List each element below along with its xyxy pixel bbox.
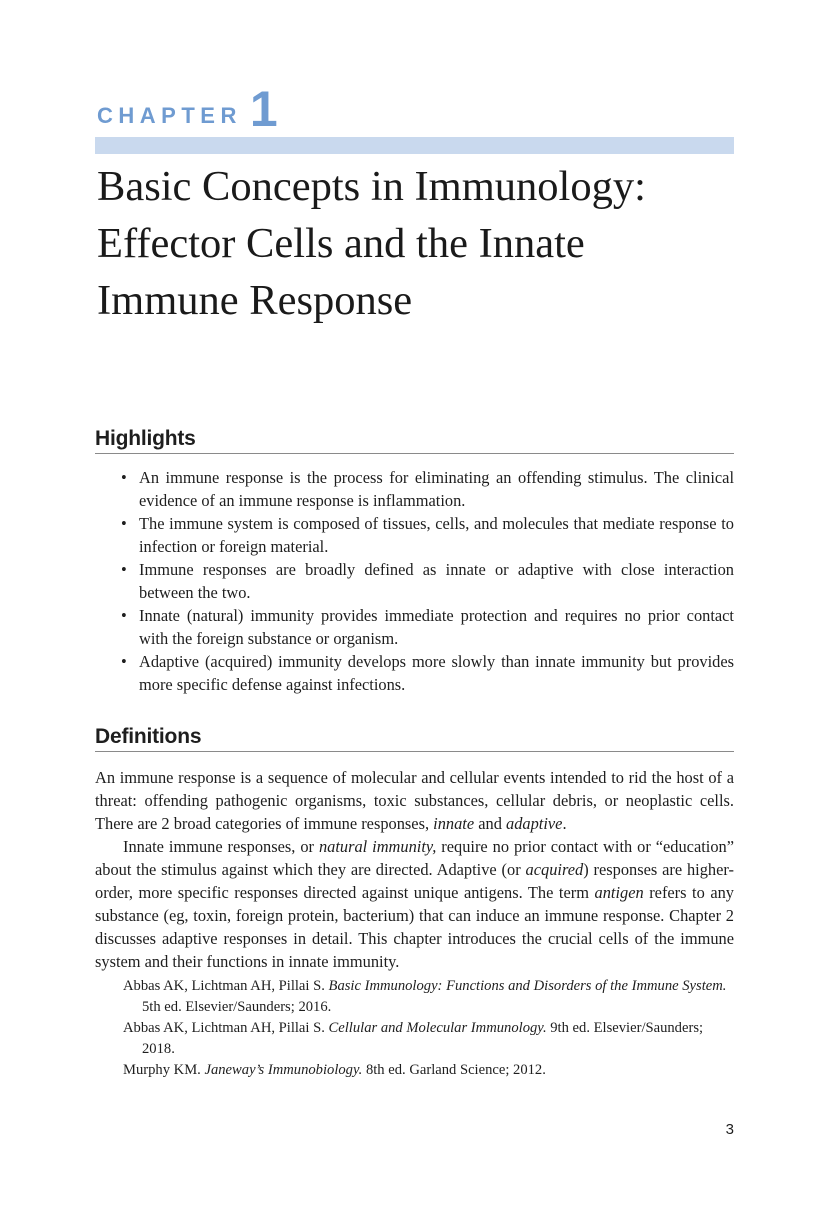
highlight-item: • Immune responses are broadly defined as innate or adaptive with close interaction between the two. (120, 558, 734, 604)
term-antigen: antigen (594, 883, 644, 902)
reference-authors: Abbas AK, Lichtman AH, Pillai S. (123, 978, 329, 994)
reference-details: 9th ed. Elsevier/Saunders; 2018. (142, 1020, 704, 1057)
reference-work: Cellular and Molecular Immunology. (328, 1020, 547, 1036)
reference-authors: Abbas AK, Lichtman AH, Pillai S. (123, 1020, 329, 1036)
reference-work: Basic Immunology: Functions and Disorders of the Immune System. (328, 978, 727, 994)
reference-details: 8th ed. Garland Science; 2012. (362, 1062, 546, 1078)
highlight-item: • Innate (natural) immunity provides immediate protection and requires no prior contact with the foreign substance or organism. (120, 604, 734, 650)
term-innate: innate (433, 814, 475, 833)
highlight-item: • An immune response is the process for eliminating an offending stimulus. The clinical evidence of an immune response is inflammation. (120, 466, 734, 512)
text-run: An immune response is a sequence of molecular and cellular events intended to rid the host of a threat: offending pathogenic organisms, toxic substances, cellular debris, or neoplastic cells. There are 2 broad categories of immune responses, (95, 768, 734, 833)
term-acquired: acquired (525, 860, 584, 879)
highlight-item: • The immune system is composed of tissues, cells, and molecules that mediate response to infection or foreign material. (120, 512, 734, 558)
reference-item (123, 1018, 734, 1059)
text-run: ) responses are higher-order, more specific responses directed against unique antigens. The term (95, 860, 734, 902)
definitions-paragraph (95, 766, 734, 835)
reference-authors: Murphy KM. (123, 1062, 205, 1078)
text-run: require no prior contact with or “education” about the stimulus against which they are directed. Adaptive (or (95, 837, 734, 879)
chapter-title (97, 158, 737, 329)
term-adaptive: adaptive (506, 814, 563, 833)
text-run: Innate immune responses, or (123, 837, 319, 856)
highlights-list (120, 466, 734, 696)
reference-work: Janeway’s Immunobiology. (204, 1062, 363, 1078)
definitions-heading: Definitions (95, 724, 734, 752)
highlights-heading: Highlights (95, 426, 734, 454)
references-list (123, 976, 734, 1082)
text-run: . (562, 814, 567, 833)
reference-item (123, 1060, 734, 1081)
text-run: and (474, 814, 506, 833)
term-natural-immunity: natural immunity, (318, 837, 437, 856)
definitions-paragraph (95, 835, 734, 973)
definitions-body (95, 766, 734, 973)
chapter-accent-bar (95, 137, 734, 154)
highlight-item: • Adaptive (acquired) immunity develops more slowly than innate immunity but provides more specific defense against infections. (120, 650, 734, 696)
chapter-title-line: Immune Response (97, 277, 413, 324)
text-run: refers to any substance (eg, toxin, foreign protein, bacterium) that can induce an immune response. Chapter 2 discusses adaptive responses in detail. This chapter introduces the crucial cells of the immune system and their functions in innate immunity. (95, 883, 734, 971)
page-number: 3 (725, 1121, 734, 1138)
chapter-label (97, 81, 278, 137)
reference-details: 5th ed. Elsevier/Saunders; 2016. (142, 998, 332, 1015)
chapter-word: CHAPTER (97, 103, 242, 128)
chapter-number: 1 (249, 81, 278, 137)
chapter-title-line: Basic Concepts in Immunology: (97, 163, 646, 210)
chapter-title-line: Effector Cells and the Innate (97, 220, 585, 267)
reference-item (123, 976, 734, 1017)
